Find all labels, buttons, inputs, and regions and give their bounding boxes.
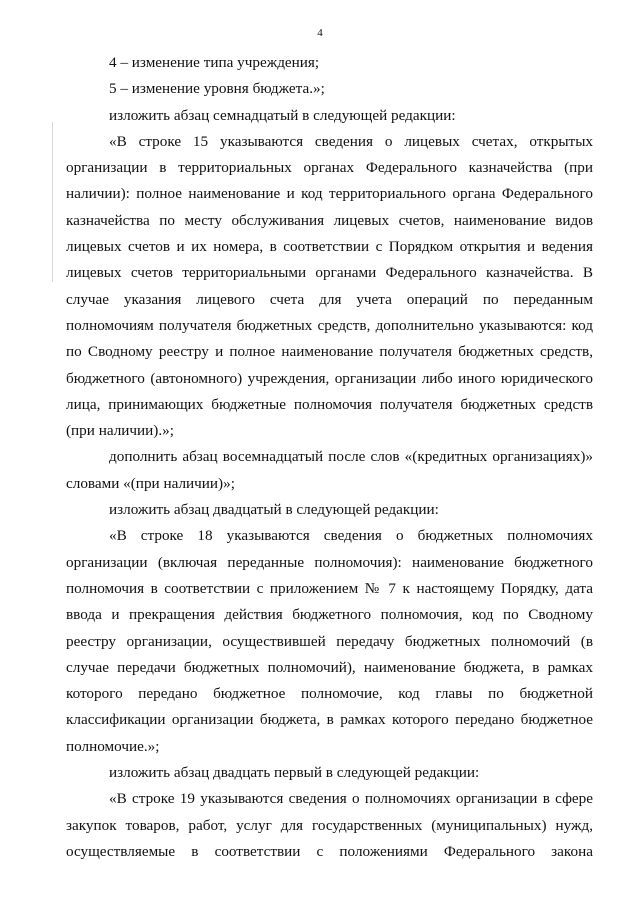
document-body	[66, 50, 593, 865]
amendment-instruction-20: изложить абзац двадцатый в следующей редакции:	[109, 501, 439, 519]
paragraph-line-15: «В строке 15 указываются сведения о лицевых счетах, открытых организации в территориальных органах Федерального казначейства (при наличии): полное наименование и код территориального органа Федерального казначейства по месту обслуживания лицевых счетов, наименование видов лицевых счетов и их номера, в соответствии с Порядком открытия и ведения лицевых счетов территориальными органами Федерального казначейства. В случае указания лицевого счета для учета операций по переданным полномочиям получателя бюджетных средств, дополнительно указываются: код по Сводному реестру и полное наименование получателя бюджетных средств, бюджетного (автономного) учреждения, организации либо иного юридического лица, принимающих бюджетные полномочия получателя бюджетных средств (при наличии).»;	[66, 132, 593, 440]
amendment-instruction-18: дополнить абзац восемнадцатый после слов «(кредитных организациях)» словами «(при наличии)»;	[66, 448, 593, 492]
list-item-4: 4 – изменение типа учреждения;	[109, 54, 320, 71]
amendment-instruction-17: изложить абзац семнадцатый в следующей редакции:	[109, 106, 456, 124]
paragraph-line-19: «В строке 19 указываются сведения о полномочиях организации в сфере закупок товаров, работ, услуг для государственных (муниципальных) нужд, осуществляемые в соответствии с положениями Федерального закона	[66, 790, 593, 860]
list-item-5: 5 – изменение уровня бюджета.»;	[109, 80, 325, 98]
page-number: 4	[317, 27, 323, 39]
scan-artifact-line	[52, 122, 53, 282]
paragraph-line-18: «В строке 18 указываются сведения о бюджетных полномочиях организации (включая переданные полномочия): наименование бюджетного полномочия в соответствии с приложением № 7 к настоящему Порядку, дата ввода и прекращения действия бюджетного полномочия, код по Сводному реестру организации, осуществившей передачу бюджетных полномочий (в случае передачи бюджетных полномочий), наименование бюджета, в рамках которого передано бюджетное полномочие, код главы по бюджетной классификации организации бюджета, в рамках которого передано бюджетное полномочие.»;	[66, 527, 593, 755]
amendment-instruction-21: изложить абзац двадцать первый в следующей редакции:	[109, 764, 480, 782]
